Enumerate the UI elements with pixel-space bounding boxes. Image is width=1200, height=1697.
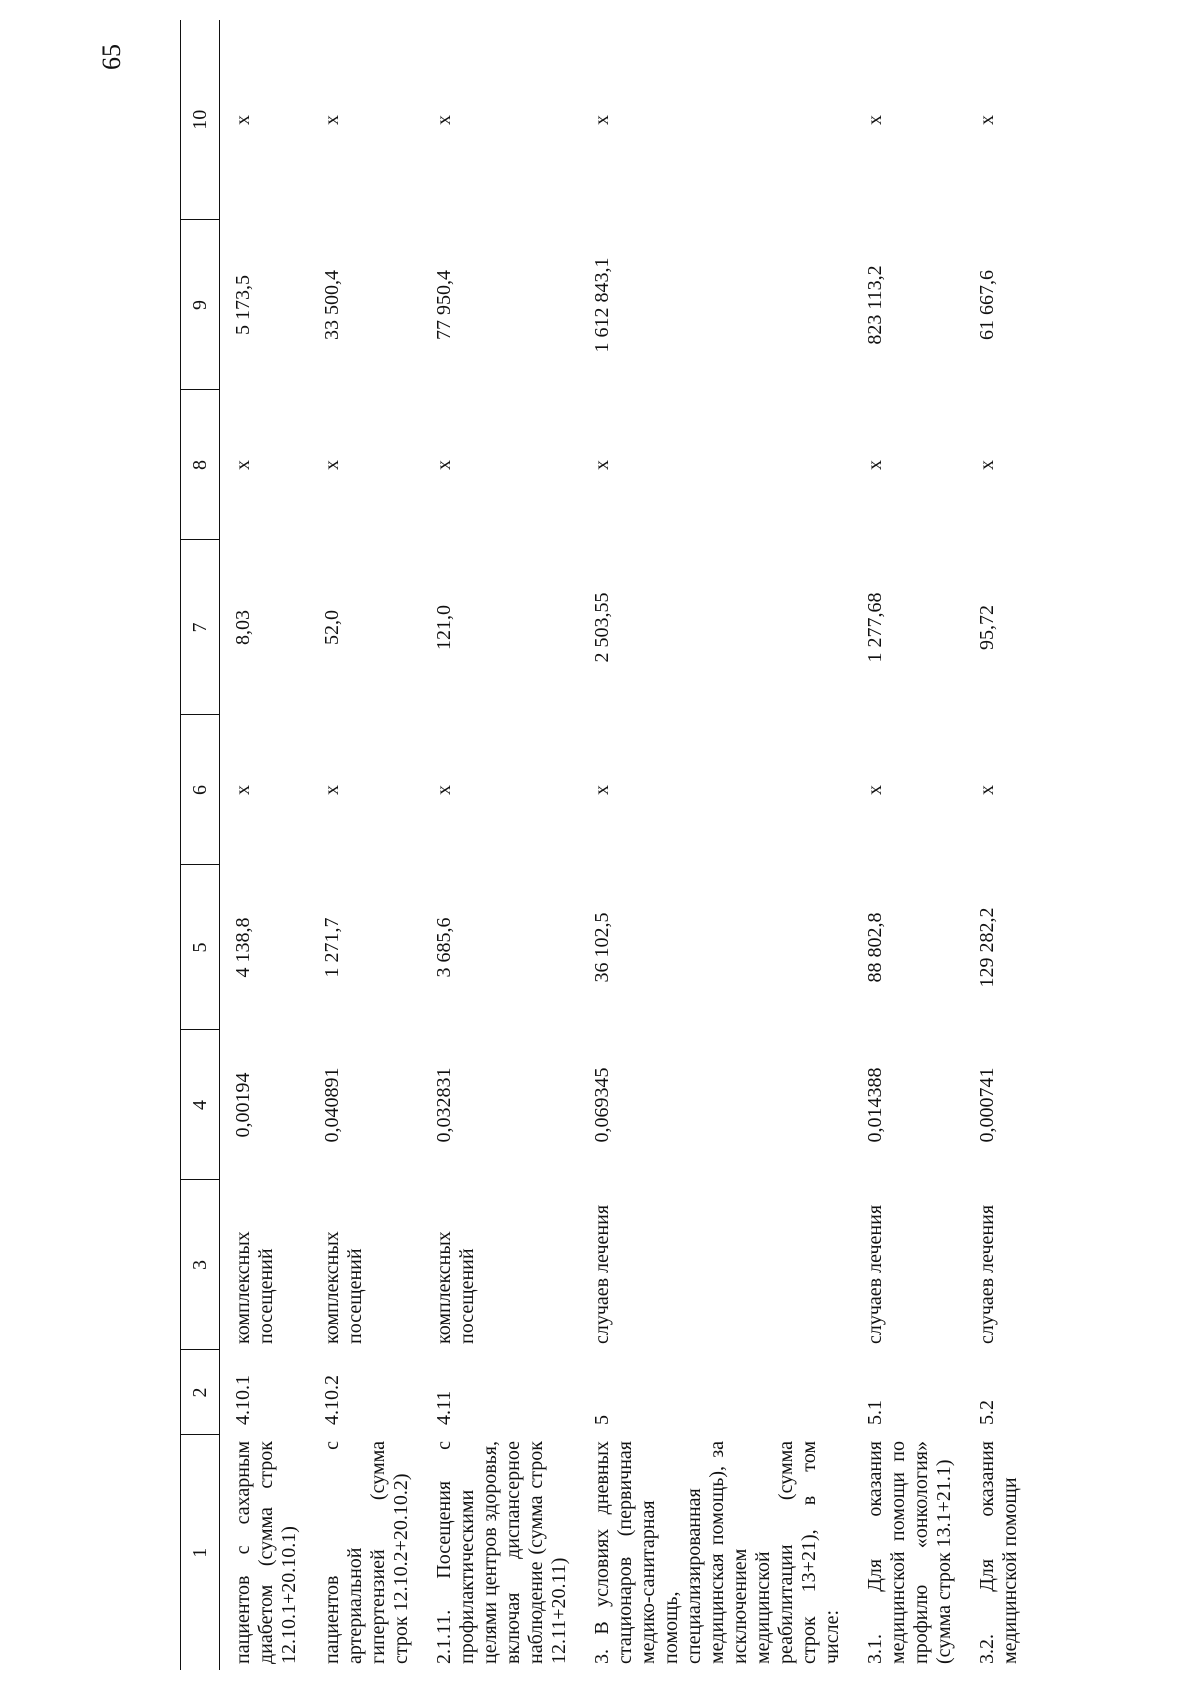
cell-col5: 4 138,8: [232, 917, 254, 978]
cell-col10: х: [864, 115, 886, 125]
cell-col4: 0,040891: [321, 1067, 343, 1143]
cell-col9: 77 950,4: [433, 270, 455, 340]
table-row: [579, 20, 852, 1670]
table-row: [220, 20, 310, 1670]
cell-col7: 52,0: [321, 610, 343, 645]
cell-col5: 3 685,6: [433, 917, 455, 978]
column-number: 4: [181, 1030, 220, 1180]
cell-col6: х: [976, 785, 998, 795]
cell-col10: х: [321, 115, 343, 125]
row-unit: случаев лечения: [976, 1204, 998, 1344]
cell-col10: х: [591, 115, 613, 125]
row-unit: комплексных посещений: [321, 1231, 366, 1344]
cell-col10: х: [433, 115, 455, 125]
table-row: [309, 20, 421, 1670]
table-row: [852, 20, 964, 1670]
column-number: 7: [181, 540, 220, 715]
cell-col6: х: [232, 785, 254, 795]
page-number: 65: [97, 44, 126, 70]
column-number: 8: [181, 390, 220, 540]
cell-col8: х: [864, 460, 886, 470]
row-code: 5: [591, 1415, 613, 1425]
cell-col5: 36 102,5: [591, 912, 613, 983]
row-code: 4.10.1: [232, 1375, 254, 1425]
cell-col10: х: [232, 115, 254, 125]
column-number: 9: [181, 220, 220, 390]
cell-col6: х: [864, 785, 886, 795]
cell-col8: х: [591, 460, 613, 470]
table-row: [421, 20, 579, 1670]
cell-col6: х: [321, 785, 343, 795]
cell-col6: х: [433, 785, 455, 795]
row-code: 5.1: [864, 1400, 886, 1425]
cell-col9: 61 667,6: [976, 270, 998, 340]
cell-col7: 1 277,68: [864, 592, 886, 663]
cell-col9: 1 612 843,1: [591, 257, 613, 353]
column-number: 1: [181, 1435, 220, 1670]
data-table: [180, 20, 1030, 1670]
cell-col7: 2 503,55: [591, 592, 613, 663]
cell-col4: 0,069345: [591, 1067, 613, 1143]
cell-col7: 95,72: [976, 605, 998, 650]
cell-col5: 88 802,8: [864, 912, 886, 983]
cell-col10: х: [976, 115, 998, 125]
cell-col9: 5 173,5: [232, 275, 254, 335]
row-name: 3. В условиях дневных стационаров (первичная медико-санитарная помощь, специализированная медицинская помощь), за исключением медицинской реабилитации (сумма строк 13+21), в том числе:: [591, 1441, 843, 1664]
cell-col8: х: [976, 460, 998, 470]
cell-col4: 0,014388: [864, 1067, 886, 1143]
cell-col8: х: [321, 460, 343, 470]
cell-col7: 121,0: [433, 605, 455, 650]
table-row: [964, 20, 1030, 1670]
cell-col5: 1 271,7: [321, 917, 343, 978]
row-code: 5.2: [976, 1400, 998, 1425]
cell-col4: 0,00194: [232, 1072, 254, 1138]
row-name: 3.1. Для оказания медицинской помощи по профилю «онкология» (сумма строк 13.1+21.1): [864, 1441, 955, 1664]
column-number: 3: [181, 1180, 220, 1350]
cell-col9: 823 113,2: [864, 265, 886, 345]
cell-col6: х: [591, 785, 613, 795]
row-unit: случаев лечения: [591, 1204, 613, 1344]
row-unit: комплексных посещений: [232, 1231, 277, 1344]
cell-col8: х: [433, 460, 455, 470]
row-code: 4.11: [433, 1390, 455, 1425]
row-name: 3.2. Для оказания медицинской помощи: [976, 1441, 1021, 1664]
cell-col5: 129 282,2: [976, 907, 998, 988]
cell-col4: 0,032831: [433, 1067, 455, 1143]
row-code: 4.10.2: [321, 1375, 343, 1425]
rotated-table-container: [180, 20, 1020, 1670]
row-name: пациентов с артериальной гипертензией (сумма строк 12.10.2+20.10.2): [321, 1441, 412, 1664]
row-unit: комплексных посещений: [433, 1231, 478, 1344]
column-number: 5: [181, 865, 220, 1030]
cell-col9: 33 500,4: [321, 270, 343, 340]
cell-col8: х: [232, 460, 254, 470]
cell-col7: 8,03: [232, 610, 254, 645]
column-number: 10: [181, 20, 220, 220]
column-number: 6: [181, 715, 220, 865]
column-number: 2: [181, 1350, 220, 1435]
row-unit: случаев лечения: [864, 1204, 886, 1344]
row-name: пациентов с сахарным диабетом (сумма строк 12.10.1+20.10.1): [232, 1441, 300, 1664]
table-header: [181, 20, 220, 1670]
cell-col4: 0,000741: [976, 1067, 998, 1143]
row-name: 2.1.11. Посещения с профилактическими целями центров здоровья, включая диспансерное наблюдение (сумма строк 12.11+20.11): [433, 1441, 570, 1664]
